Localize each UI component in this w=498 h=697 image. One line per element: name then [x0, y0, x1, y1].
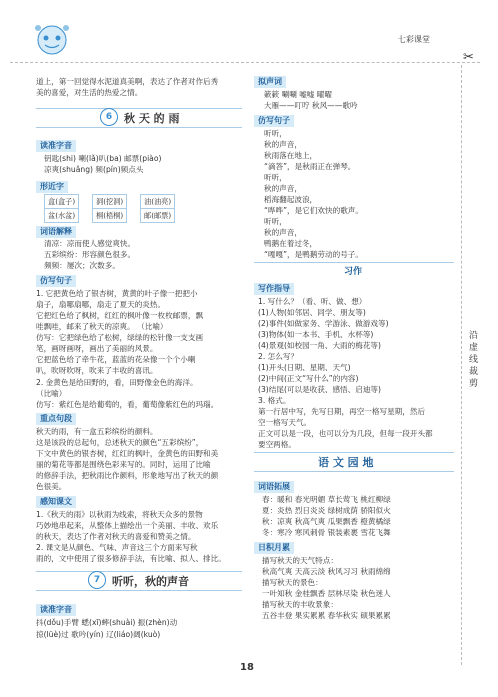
- poem-line: 秋的声音，: [264, 228, 302, 237]
- poem-line: 秋的声音，: [264, 140, 302, 149]
- section-label: 感知课文: [36, 496, 76, 508]
- near-char-box: 桐(梧桐): [92, 208, 127, 223]
- poem-line: 鸭鹅在着过冬，: [264, 239, 318, 248]
- writing-line: 3. 格式。: [258, 396, 291, 405]
- section-label: 仿写句子: [36, 275, 76, 287]
- poem-line: 听听，: [264, 217, 287, 226]
- writing-line: (4)景观(如校园一角、大雨的梅花等): [258, 341, 381, 350]
- idiom-line: 春：暖和 春光明媚 草长莺飞 桃红柳绿: [262, 495, 391, 504]
- pinyin-line: 凉爽(shuǎng) 频(pín)频点头: [44, 165, 144, 174]
- poem-line: “滴答”，是秋雨正在弹琴。: [264, 162, 356, 171]
- writing-line: (2)事件(如做家务、学游泳、做游戏等): [258, 319, 389, 328]
- daily-line: 一叶知秋 金桂飘香 层林尽染 秋色迷人: [262, 589, 391, 598]
- idiom-line: 夏：炎热 烈日炎炎 绿树成荫 骄阳似火: [262, 506, 391, 515]
- garden-title: 语 文 园 地: [318, 456, 374, 469]
- sentence-line: 它把红色给了枫树，红红的枫叶像一枚枚邮票，飘: [36, 311, 204, 320]
- daily-line: 秋高气爽 天高云淡 秋风习习 秋雨绵绵: [262, 567, 391, 576]
- writing-line: (1)人物(如邻居、同学、朋友等): [258, 308, 366, 317]
- section-label: 拟声词: [254, 76, 286, 88]
- side-cut-text: 沿虚线裁剪: [467, 330, 477, 390]
- writing-line: (1)开头(日期、星期、天气): [258, 363, 351, 372]
- lesson6-number: 6: [100, 108, 118, 126]
- idiom-line: 秋：凉爽 秋高气爽 瓜果飘香 橙黄橘绿: [262, 517, 391, 526]
- sentence-line: 仿写：它把绿色给了松树，绿绿的松针像一支支画: [36, 333, 204, 342]
- sentence-line: 哇飘哇，邮来了秋天的凉爽。 （比喻）: [36, 322, 168, 331]
- writing-line: 2. 怎么写？: [258, 352, 299, 361]
- focus-line: 的修辞手法，把秋雨比作颜料，形象地写出了秋天的颜: [36, 471, 219, 480]
- intro-line: 美的喜爱，对生活的热爱之情。: [36, 88, 143, 97]
- page-number: 18: [240, 662, 254, 673]
- section-label: 仿写句子: [254, 115, 294, 127]
- feel-line: 2. 课文是从颜色、气味、声音这三个方面来写秋: [36, 543, 198, 552]
- header-brand: 七彩课堂: [398, 35, 430, 44]
- near-char-box: 洞(挖洞): [92, 194, 127, 209]
- lesson7-number: 7: [88, 571, 106, 589]
- focus-line: 丽的菊花等都是围绕色彩来写的。同时，运用了比喻: [36, 460, 211, 469]
- writing-line: (3)物体(如一本书、手机、水杯等): [258, 330, 374, 339]
- writing-line: 空一格写天气。: [258, 418, 312, 427]
- onomatopoeia-line: 大雁——叮咛 秋风——歌吟: [264, 101, 358, 110]
- poem-line: 秋的声音，: [264, 184, 302, 193]
- onomatopoeia-line: 簌簌 唰唰 嘘嘘 曜曜: [264, 90, 332, 99]
- sentence-line: 1. 它把黄色给了银杏树，黄黄的叶子像一把把小: [36, 289, 198, 298]
- poem-line: 秋雨落在地上，: [264, 151, 318, 160]
- focus-line: 下文中黄色的银杏树，红红的枫叶，金黄色的田野和美: [36, 449, 219, 458]
- daily-line: 描写秋天的景色：: [262, 578, 323, 587]
- header-logo: [32, 22, 72, 56]
- scissors-icon: ✂: [463, 50, 474, 65]
- writing-line: 1. 写什么？（看、听、做、想）: [258, 297, 367, 306]
- word-def: 频频：屡次；次数多。: [44, 261, 120, 270]
- cut-line-vertical: [461, 65, 462, 665]
- section-label: 形近字: [36, 181, 68, 193]
- focus-line: 这是该段的总起句，总述秋天的颜色“五彩缤纷”，: [36, 438, 204, 447]
- sentence-line: 笔，画呀画呀，画出了美丽的风景。: [36, 344, 158, 353]
- poem-line: 听听，: [264, 129, 287, 138]
- mascot-icon: [32, 22, 72, 56]
- daily-line: 描写秋天的天气特点：: [262, 556, 338, 565]
- pinyin-line: 掠(lüè)过 歌吟(yín) 辽(liáo)阔(kuò): [36, 630, 161, 639]
- cut-line-horizontal: [10, 62, 480, 63]
- near-char-box: 盒(盒子): [44, 194, 79, 209]
- sentence-line: 扇子，扇哪扇哪，扇走了夏天的炎热。: [36, 300, 166, 309]
- lesson6-title: 秋 天 的 雨: [124, 112, 180, 125]
- near-char-box: 油(油亮): [140, 194, 175, 209]
- writing-line: 第一行居中写，先写日期，再空一格写星期，然后: [258, 407, 426, 416]
- feel-line: 雨的，文中使用了很多修辞手法，有比喻、拟人、排比。: [36, 554, 226, 563]
- idiom-line: 冬：寒冷 寒风刺骨 银装素裹 雪花飞舞: [262, 528, 391, 537]
- section-label: 词语解释: [36, 226, 76, 238]
- word-def: 清凉：凉而使人感觉爽快。: [44, 239, 136, 248]
- sentence-line: 它把蓝色给了牵牛花，蓝蓝的花朵像一个个小喇: [36, 355, 196, 364]
- lesson7-title: 听听，秋的声音: [112, 575, 189, 588]
- writing-line: (2)中间(正文“写什么”的内容): [258, 374, 359, 383]
- intro-line: 道上，第一回觉得水泥道真美啊，表达了作者对作后秀: [36, 77, 219, 86]
- near-char-box: 邮(邮票): [140, 208, 175, 223]
- writing-line: 要空两格。: [258, 440, 296, 449]
- section-label: 词语拓展: [254, 481, 294, 493]
- daily-line: 描写秋天的丰收景象：: [262, 600, 338, 609]
- focus-line: 秋天的雨，有一盒五彩缤纷的颜料。: [36, 427, 158, 436]
- poem-line: 听听，: [264, 173, 287, 182]
- poem-line: “哗哗”，是它们欢快的歌声。: [264, 206, 363, 215]
- section-label: 读准字音: [36, 604, 76, 616]
- poem-line: “嘎嘎”，是鸭鹅劳动的号子。: [264, 250, 363, 259]
- feel-line: 巧妙地串起来，从整体上描绘出一个美丽、丰收、欢乐: [36, 521, 219, 530]
- poem-line: 稻海翻起波浪，: [264, 195, 318, 204]
- sentence-line: 仿写：紫红色是给葡萄的，看，葡萄像紫红色的玛瑙。: [36, 400, 219, 409]
- section-label: 写作指导: [254, 283, 294, 295]
- focus-line: 色很美。: [36, 482, 67, 491]
- feel-line: 1.《秋天的雨》以秋雨为线索，将秋天众多的景物: [36, 510, 203, 519]
- feel-line: 的秋天，表达了作者对秋天的喜爱和赞美之情。: [36, 532, 196, 541]
- pinyin-line: 抖(dǒu)手臂 蟋(xī)蟀(shuài) 振(zhèn)动: [36, 618, 178, 627]
- pinyin-line: 钥匙(shi) 喇(lǎ)叭(ba) 邮票(piào): [44, 154, 162, 163]
- word-def: 五彩缤纷：形容颜色很多。: [44, 250, 136, 259]
- section-label: 重点句段: [36, 413, 76, 425]
- sentence-line: 2. 金黄色是给田野的，看，田野像金色的海洋。: [36, 378, 198, 387]
- sentence-line: 叭，吹呀吹呀，吹来了丰收的喜讯。: [36, 366, 158, 375]
- writing-line: 正文可以是一段，也可以分为几段，但每一段开头都: [258, 429, 433, 438]
- writing-line: (3)结尾(可以是收获、感悟、启迪等): [258, 385, 381, 394]
- exercise-badge: 习作: [344, 267, 363, 277]
- section-label: 读准字音: [36, 140, 76, 152]
- section-label: 日积月累: [254, 542, 294, 554]
- daily-line: 五谷丰登 果实累累 春华秋实 硕果累累: [262, 611, 391, 620]
- sentence-line: （比喻）: [36, 389, 67, 398]
- near-char-box: 盆(水盆): [44, 208, 79, 223]
